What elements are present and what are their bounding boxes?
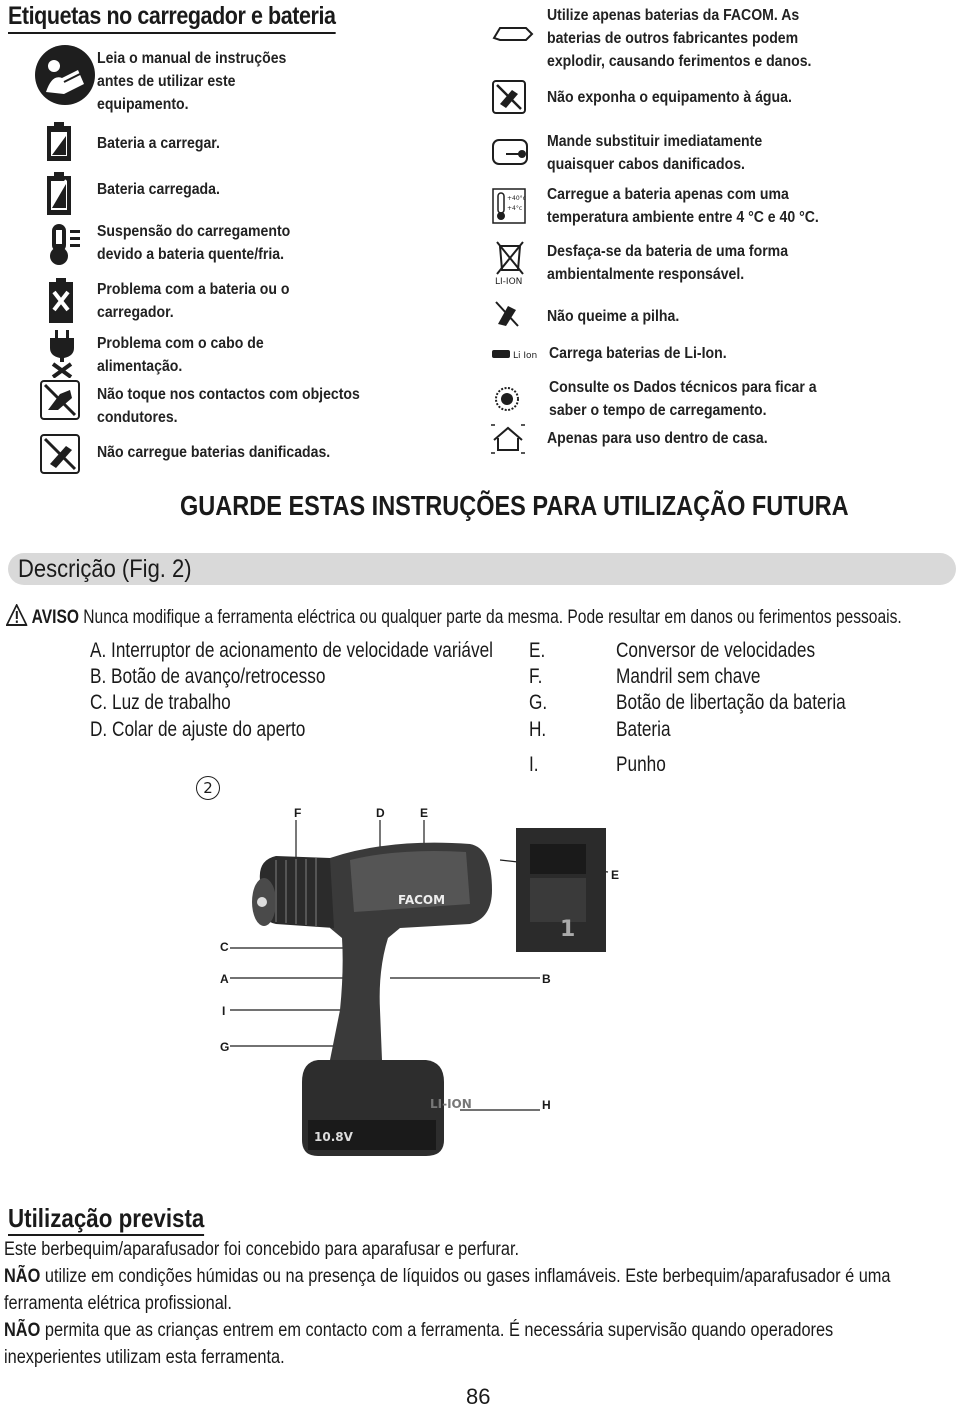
no-charge-damaged-icon xyxy=(40,434,80,474)
fig-label-g: G xyxy=(220,1040,230,1054)
part-i-letter: I. xyxy=(529,753,539,776)
battery-voltage: 10.8V xyxy=(314,1130,353,1144)
left-item-charged xyxy=(97,178,220,201)
fig-label-c: C xyxy=(220,940,229,954)
part-e-name: Conversor de velocidades xyxy=(616,639,816,662)
part-f-letter: F. xyxy=(529,665,543,688)
part-c: C. Luz de trabalho xyxy=(90,691,231,714)
battery-problem-icon xyxy=(48,278,74,324)
drill-brand: FACOM xyxy=(398,893,446,907)
text-line: Carrega baterias de Li-Ion. xyxy=(549,345,727,362)
intended-use-p3 xyxy=(4,1317,933,1371)
fig-label-e-inset: E xyxy=(611,868,620,882)
text-line: Bateria a carregar. xyxy=(97,135,220,152)
text-line: alimentação. xyxy=(97,358,183,375)
text-line: Não queime a pilha. xyxy=(547,308,680,325)
read-manual-icon xyxy=(34,44,96,106)
right-item-facom xyxy=(547,4,811,73)
part-a: A. Interruptor de acionamento de velocidade variável xyxy=(90,639,494,662)
text-line: baterias de outros fabricantes podem xyxy=(547,30,799,47)
facom-battery-icon xyxy=(492,22,534,44)
text-line: ambientalmente responsável. xyxy=(547,266,745,283)
text-line: Leia o manual de instruções xyxy=(97,50,287,67)
intended-use-p2 xyxy=(4,1263,933,1317)
right-item-temperature xyxy=(547,183,819,229)
damaged-cable-icon xyxy=(492,136,532,168)
no-label: NÃO xyxy=(4,1320,41,1341)
part-f-name: Mandril sem chave xyxy=(616,665,761,688)
text-line: condutores. xyxy=(97,409,178,426)
thermometer-battery-icon xyxy=(48,222,84,266)
right-item-no-burn xyxy=(547,305,679,328)
part-g-letter: G. xyxy=(529,691,548,714)
temperature-range-icon xyxy=(492,188,526,224)
fig-label-a: A xyxy=(220,972,229,986)
text-line: Mande substituir imediatamente xyxy=(547,133,763,150)
warning-line xyxy=(6,604,902,629)
right-item-cable xyxy=(547,130,762,176)
battery-type: LI-ION xyxy=(430,1097,472,1111)
text-line: devido a bateria quente/fria. xyxy=(97,246,284,263)
fig-label-d: D xyxy=(376,806,385,820)
no-label: NÃO xyxy=(4,1266,41,1287)
timer-icon xyxy=(494,386,520,412)
part-i-name: Punho xyxy=(616,753,666,776)
li-ion-battery-icon xyxy=(492,347,542,361)
right-item-water xyxy=(547,86,792,109)
text-line: Utilize apenas baterias da FACOM. As xyxy=(547,7,800,24)
li-ion-bin-label: LI-ION xyxy=(495,277,523,286)
p3-text: permita que as crianças entrem em contacto com a ferramenta. É necessária supervisão quando operadores inexperientes utilizam esta ferramenta. xyxy=(4,1320,834,1368)
no-water-icon xyxy=(492,80,526,114)
text-line: temperatura ambiente entre 4 °C e 40 °C. xyxy=(547,209,819,226)
part-b: B. Botão de avanço/retrocesso xyxy=(90,665,326,688)
indoor-use-icon xyxy=(490,424,526,454)
wheelie-bin-crossed-icon xyxy=(494,240,526,286)
temp-high-label: +40°c xyxy=(507,195,526,202)
left-item-hot-cold xyxy=(97,220,290,266)
warning-text: Nunca modifique a ferramenta eléctrica ou qualquer parte da mesma. Pode resultar em danos ou ferimentos pessoais. xyxy=(83,607,902,628)
text-line: explodir, causando ferimentos e danos. xyxy=(547,53,812,70)
figure-number: 2 xyxy=(196,776,220,800)
part-h-letter: H. xyxy=(529,718,547,741)
right-item-indoor xyxy=(547,427,768,450)
plug-problem-icon xyxy=(48,330,76,378)
intended-use-p1: Este berbequim/aparafusador foi concebido para aparafusar e perfurar. xyxy=(4,1239,520,1260)
right-item-timer xyxy=(549,376,817,422)
section-title-labels: Etiquetas no carregador e bateria xyxy=(8,2,336,34)
fig-label-i: I xyxy=(222,1004,226,1018)
inset-gear-number: 1 xyxy=(560,917,576,942)
li-ion-label: Li Ion xyxy=(513,351,538,361)
text-line: Bateria carregada. xyxy=(97,181,220,198)
speed-selector-inset xyxy=(516,828,606,952)
fig-label-f: F xyxy=(294,806,302,820)
text-line: Suspensão do carregamento xyxy=(97,223,291,240)
left-item-battery-problem xyxy=(97,278,289,324)
left-item-charging xyxy=(97,132,220,155)
right-item-li-ion xyxy=(549,342,727,365)
text-line: Não exponha o equipamento à água. xyxy=(547,89,792,106)
text-line: quaisquer cabos danificados. xyxy=(547,156,745,173)
temp-low-label: +4°c xyxy=(507,205,523,212)
text-line: antes de utilizar este xyxy=(97,73,236,90)
p2-text: utilize em condições húmidas ou na presença de líquidos ou gases inflamáveis. Este berbequim/aparafusador é uma ferramenta elétrica profissional. xyxy=(4,1266,891,1314)
left-item-no-touch xyxy=(97,383,360,429)
warning-icon xyxy=(6,604,27,626)
text-line: Apenas para uso dentro de casa. xyxy=(547,430,768,447)
text-line: carregador. xyxy=(97,304,174,321)
text-line: Desfaça-se da bateria de uma forma xyxy=(547,243,789,260)
page-number: 86 xyxy=(466,1384,491,1409)
warning-label: AVISO xyxy=(31,607,79,628)
left-item-no-damaged xyxy=(97,441,330,464)
fig-label-h: H xyxy=(542,1098,551,1112)
intended-use-title: Utilização prevista xyxy=(8,1203,204,1236)
battery-charging-icon xyxy=(46,122,72,162)
part-h-name: Bateria xyxy=(616,718,671,741)
left-item-plug-problem xyxy=(97,332,264,378)
description-title: Descrição (Fig. 2) xyxy=(18,555,192,583)
guard-instructions-heading: GUARDE ESTAS INSTRUÇÕES PARA UTILIZAÇÃO FUTURA xyxy=(180,490,849,521)
right-item-dispose xyxy=(547,240,788,286)
fig-label-e: E xyxy=(420,806,429,820)
part-g-name: Botão de libertação da bateria xyxy=(616,691,846,714)
text-line: Consulte os Dados técnicos para ficar a xyxy=(549,379,817,396)
text-line: equipamento. xyxy=(97,96,189,113)
text-line: Carregue a bateria apenas com uma xyxy=(547,186,789,203)
left-item-read-manual xyxy=(97,47,286,116)
no-fire-icon xyxy=(494,300,520,328)
text-line: Problema com a bateria ou o xyxy=(97,281,290,298)
part-d: D. Colar de ajuste do aperto xyxy=(90,718,306,741)
battery-charged-icon xyxy=(46,172,72,216)
no-touch-contacts-icon xyxy=(40,380,80,420)
fig-label-b: B xyxy=(542,972,551,986)
part-e-letter: E. xyxy=(529,639,546,662)
text-line: Problema com o cabo de xyxy=(97,335,264,352)
text-line: Não carregue baterias danificadas. xyxy=(97,444,331,461)
text-line: Não toque nos contactos com objectos xyxy=(97,386,360,403)
text-line: saber o tempo de carregamento. xyxy=(549,402,767,419)
